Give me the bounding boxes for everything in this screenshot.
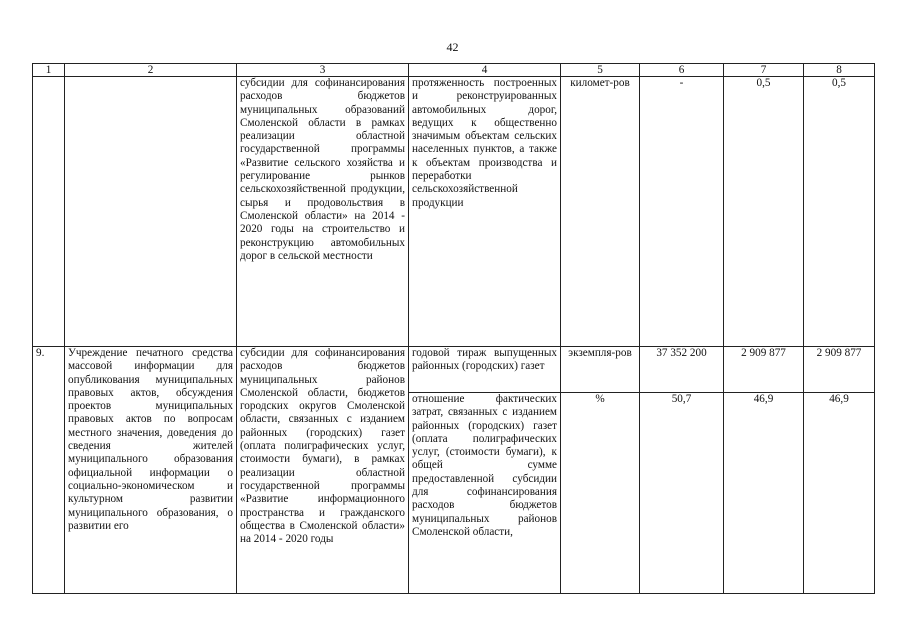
header-cell-2: 2 <box>65 64 237 77</box>
cell-value-8: 0,5 <box>804 77 875 347</box>
cell-value-7: 46,9 <box>724 393 804 594</box>
header-cell-4: 4 <box>409 64 561 77</box>
cell-row-number: 9. <box>33 347 65 594</box>
header-cell-6: 6 <box>640 64 724 77</box>
cell-direction <box>65 77 237 347</box>
header-row <box>33 64 875 77</box>
data-table <box>32 63 875 594</box>
cell-subsidy-description: субсидии для софинансирования расходов бюджетов муниципальных образований Смоленской области в рамках реализации областной государственной программы «Развитие сельского хозяйства и регулирование рынков сельскохозяйственной продукции, сырья и продовольствия в Смоленской области» на 2014 - 2020 годы на строительство и реконструкцию автомобильных дорог в сельской местности <box>237 77 409 347</box>
cell-value-7: 0,5 <box>724 77 804 347</box>
table-row-continued <box>33 77 875 347</box>
cell-value-8: 2 909 877 <box>804 347 875 393</box>
header-cell-1: 1 <box>33 64 65 77</box>
header-cell-5: 5 <box>561 64 640 77</box>
header-cell-8: 8 <box>804 64 875 77</box>
table-row-9-indicator-1 <box>33 347 875 393</box>
cell-indicator-name: отношение фактических затрат, связанных с изданием районных (городских) газет (оплата полиграфических услуг, (стоимости бумаги), к общей сумме предоставленной субсидии для софинансирования расходов бюджетов муниципальных районов Смоленской области, <box>409 393 561 594</box>
cell-unit: километ-ров <box>561 77 640 347</box>
page-number: 42 <box>446 40 459 54</box>
cell-value-7: 2 909 877 <box>724 347 804 393</box>
cell-indicator-name: протяженность построенных и реконструированных автомобильных дорог, ведущих к общественно значимым объектам сельских населенных пунктов, а также к объектам производства и переработки сельскохозяйственной продукции <box>409 77 561 347</box>
cell-unit: экземпля-ров <box>561 347 640 393</box>
cell-value-6: 50,7 <box>640 393 724 594</box>
header-cell-3: 3 <box>237 64 409 77</box>
cell-subsidy-description: субсидии для софинансирования расходов бюджетов муниципальных районов Смоленской области, бюджетов городских округов Смоленской области, связанных с изданием районных (городских) газет (оплата полиграфических услуг, стоимости бумаги), в рамках реализации областной государственной программы «Развитие информационного пространства и гражданского общества в Смоленской области» на 2014 - 2020 годы <box>237 347 409 594</box>
cell-value-8: 46,9 <box>804 393 875 594</box>
cell-unit: % <box>561 393 640 594</box>
cell-indicator-name: годовой тираж выпущенных районных (городских) газет <box>409 347 561 393</box>
cell-value-6: - <box>640 77 724 347</box>
cell-direction-text: Учреждение печатного средства массовой информации для опубликования муниципальных правовых актов, обсуждения проектов муниципальных правовых актов по вопросам местного значения, доведения до сведения жителей муниципального образования официальной информации о социально-экономическом и культурном развитии муниципального образования, о развитии его <box>65 347 237 594</box>
cell-number <box>33 77 65 347</box>
header-cell-7: 7 <box>724 64 804 77</box>
cell-value-6: 37 352 200 <box>640 347 724 393</box>
